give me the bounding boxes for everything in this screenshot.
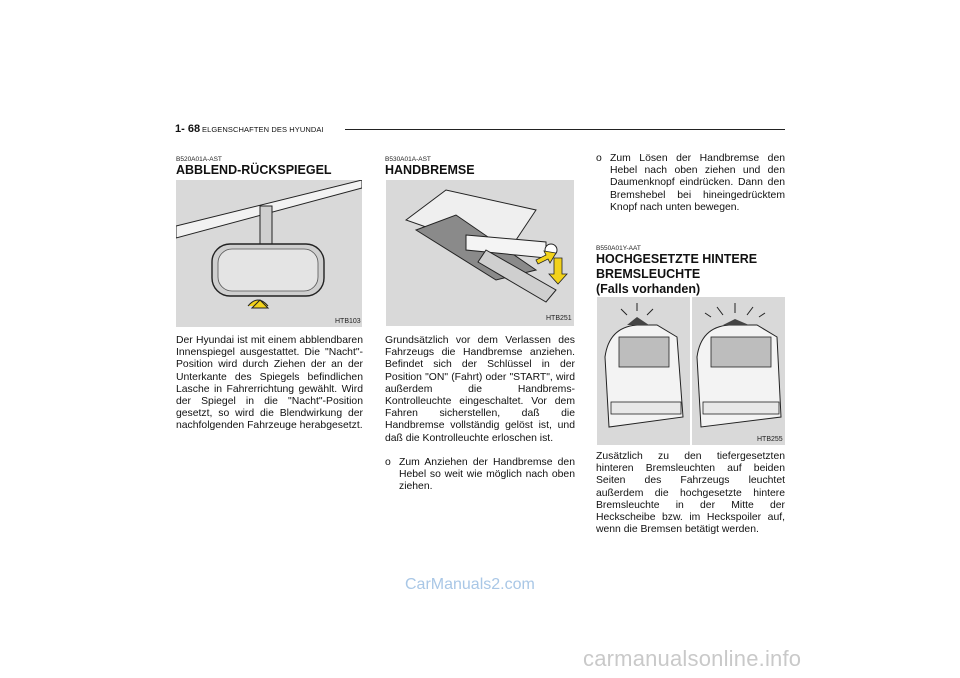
heading-line-3: (Falls vorhanden)	[596, 282, 701, 296]
bullet-text: Zum Anziehen der Handbremse den Hebel so weit wie möglich nach oben ziehen.	[399, 457, 575, 493]
body-mirror: Der Hyundai ist mit einem abblendbaren Innenspiegel ausgestattet. Die "Nacht"-Position wird durch Ziehen der an der Unterkante des Spiegels befindlichen Lasche in Fahrerrichtung gewählt. Wird der Spiegel in die "Nacht"-Position gesetzt, so wird die Blendwirkung der nachfolgenden Fahrzeuge herabgesetzt.	[176, 335, 363, 432]
heading-brakelight	[596, 252, 757, 297]
heading-mirror: ABBLEND-RÜCKSPIEGEL	[176, 163, 332, 177]
body-handbrake: Grundsätzlich vor dem Verlassen des Fahrzeugs die Handbremse anziehen. Befindet sich der Schlüssel in der Position "ON" (Fahrt) oder "START", wird außerdem die Handbrems-Kontrolleuchte eingeschaltet. Vor dem Fahren sicherstellen, daß die Handbremse vollständig gelöst ist, und daß die Kontrolleuchte erloschen ist.	[385, 335, 575, 444]
footer-watermark: carmanualsonline.info	[583, 646, 802, 671]
figure-label-handbrake: HTB251	[546, 315, 572, 322]
header-rule	[345, 129, 785, 130]
bullet-mark: o	[385, 457, 391, 468]
bullet-release-handbrake	[596, 153, 785, 214]
mirror-illustration	[176, 180, 362, 327]
page-number: 1- 68	[175, 123, 201, 135]
watermark-link[interactable]: CarManuals2.com	[405, 576, 535, 593]
bullet-text: Zum Lösen der Handbremse den Hebel nach oben ziehen und den Daumenknopf eindrücken. Dann den Bremshebel bei hineingedrücktem Knopf nach unten bewegen.	[610, 153, 785, 213]
heading-line-2: BREMSLEUCHTE	[596, 267, 701, 281]
handbrake-illustration	[386, 180, 574, 326]
figure-label-mirror: HTB103	[335, 318, 361, 325]
brakelight-illustration	[597, 297, 785, 445]
section-code-brakelight: B550A01Y-AAT	[596, 245, 641, 252]
heading-handbrake: HANDBREMSE	[385, 163, 475, 177]
bullet-apply-handbrake	[385, 457, 575, 494]
section-code-mirror: B520A01A-AST	[176, 156, 222, 163]
heading-line-1: HOCHGESETZTE HINTERE	[596, 252, 758, 266]
bullet-mark: o	[596, 153, 602, 164]
body-brakelight: Zusätzlich zu den tiefergesetzten hinteren Bremsleuchten auf beiden Seiten des Fahrzeugs leuchtet außerdem die hochgesetzte hintere Bremsleuchte in der Mitte der Heckscheibe bzw. im Heckspoiler auf, wenn die Bremsen betätigt werden.	[596, 451, 785, 536]
section-title: ELGENSCHAFTEN DES HYUNDAI	[202, 125, 324, 134]
section-code-handbrake: B530A01A-AST	[385, 156, 431, 163]
figure-label-brakelight: HTB255	[757, 436, 783, 443]
